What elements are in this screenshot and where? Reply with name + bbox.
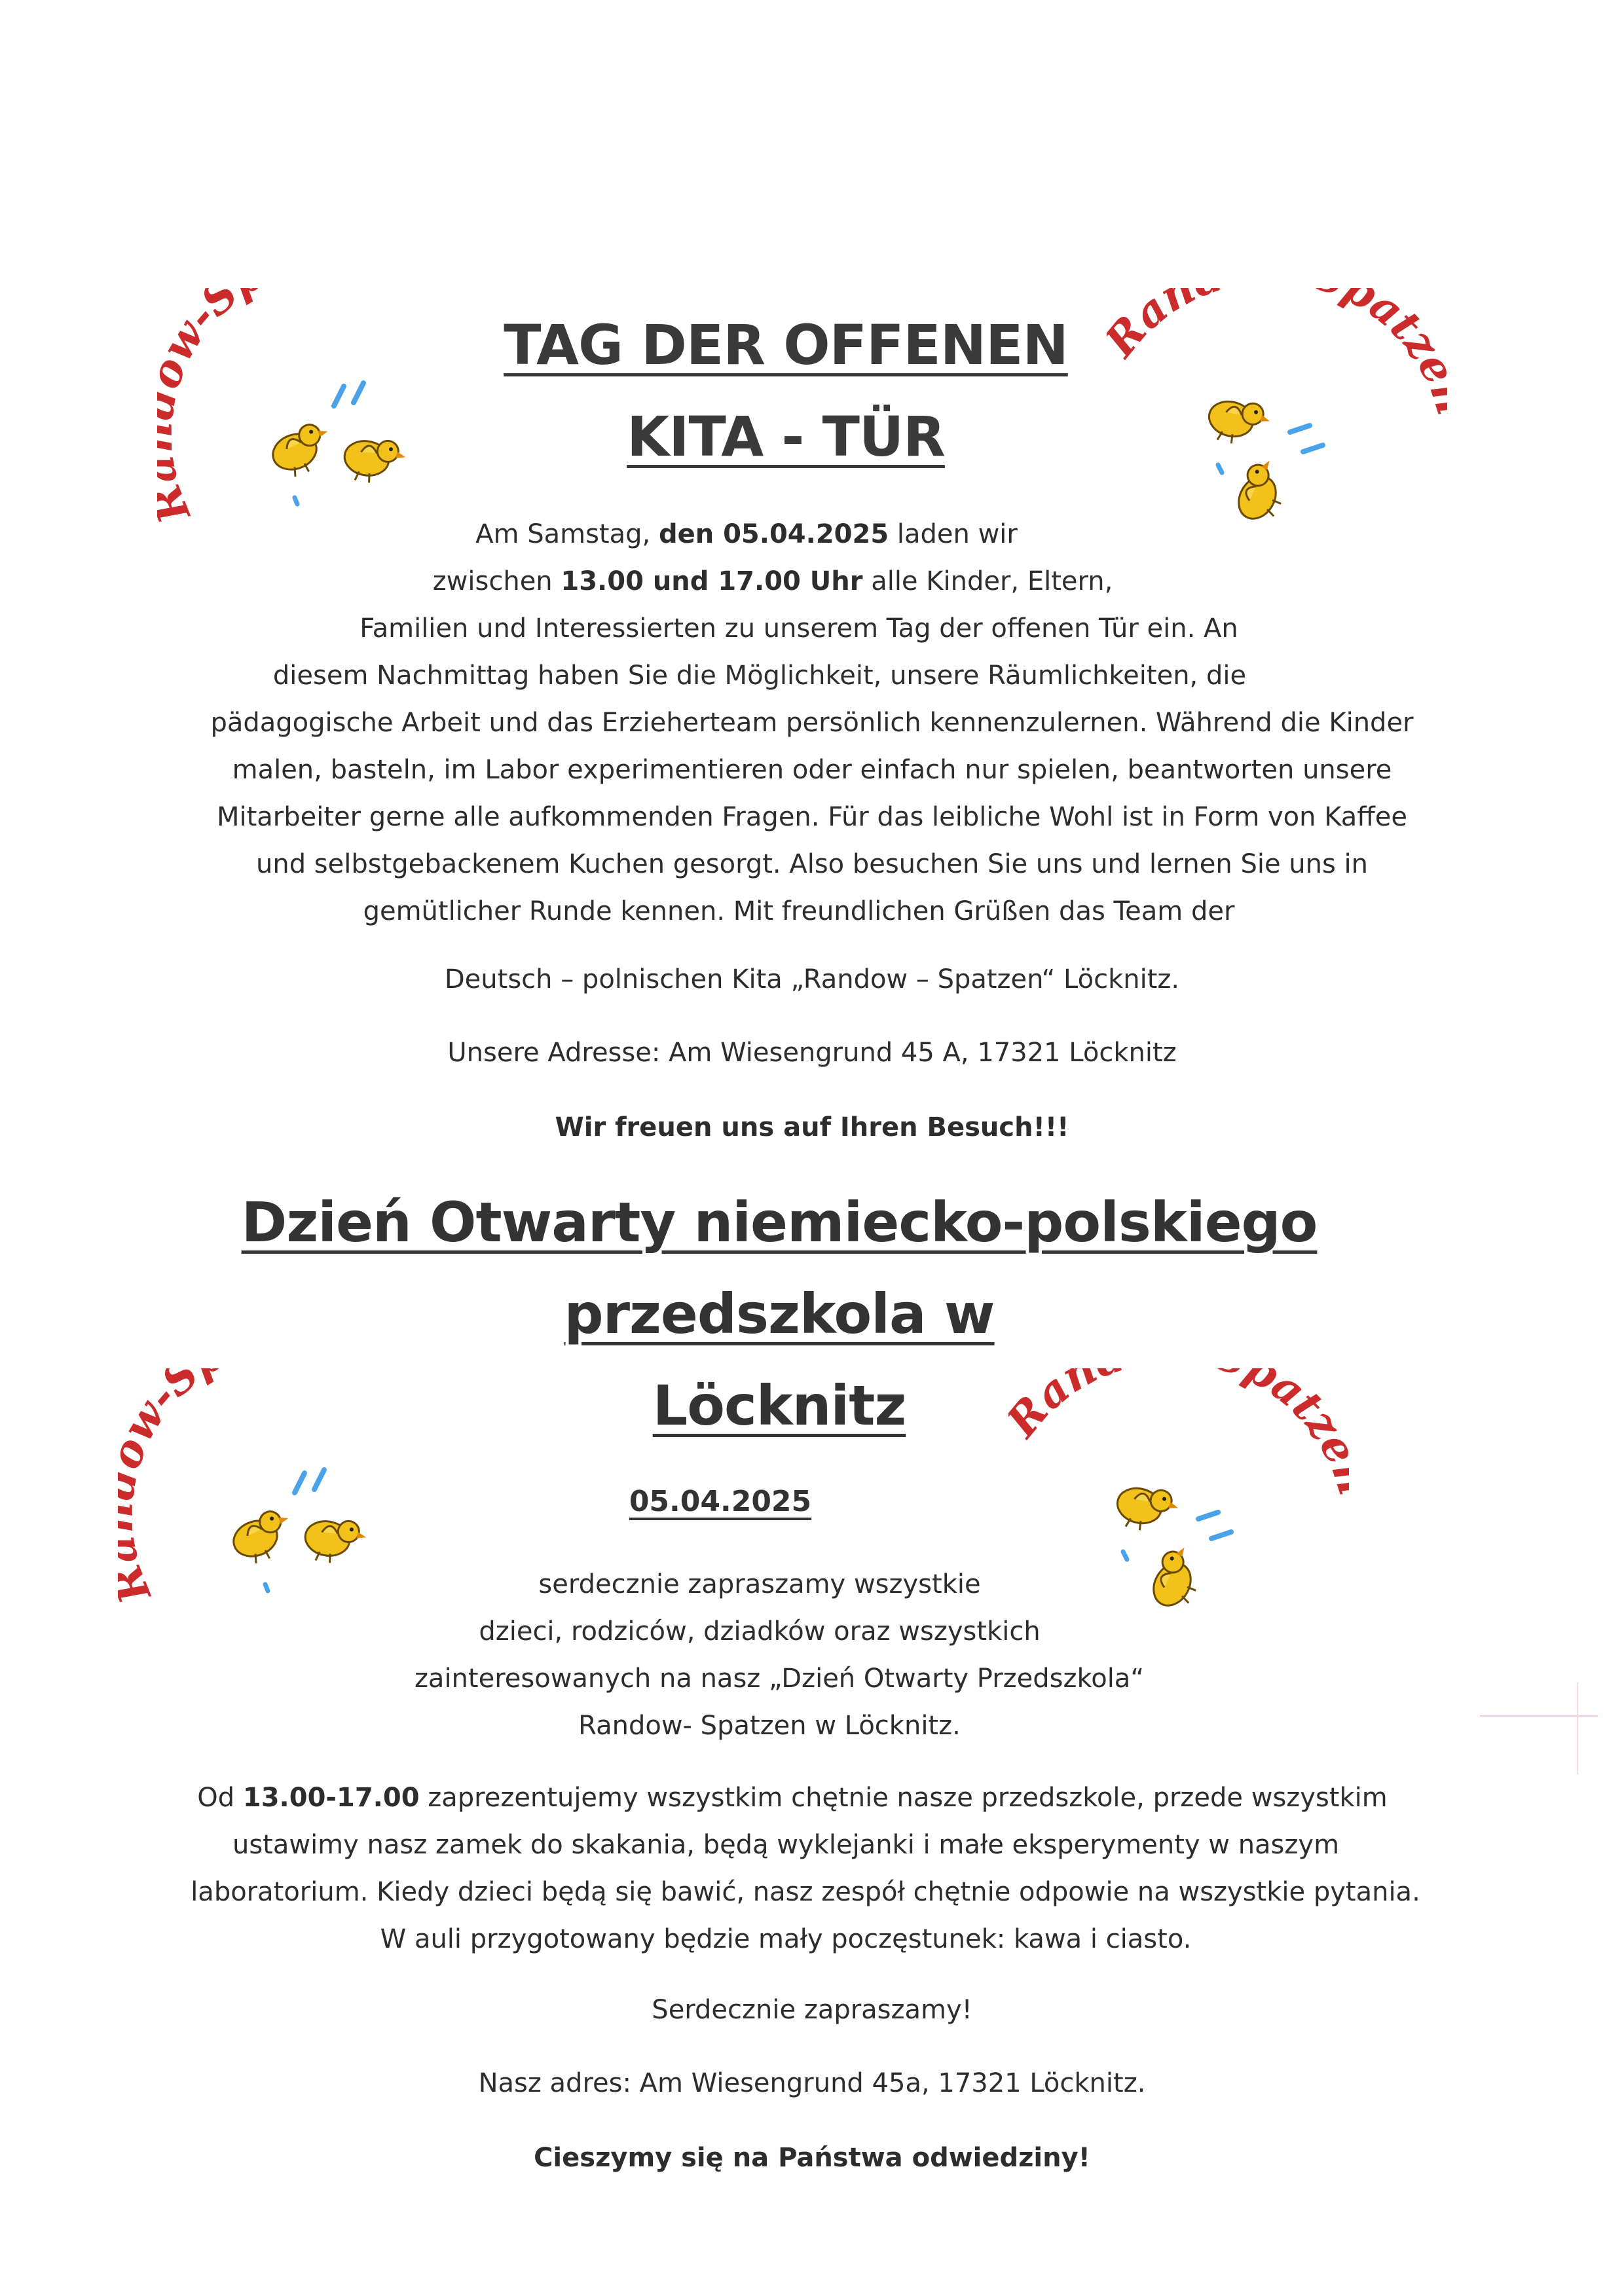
polish-line: laboratorium. Kiedy dzieci będą się bawić, nasz zespół chętnie odpowie na wszystkie pytania.: [191, 1877, 1420, 1907]
german-invitation-paragraph: [92, 511, 1532, 935]
polish-date: 05.04.2025: [629, 1485, 812, 1518]
german-title-line2: KITA - TÜR: [627, 405, 945, 469]
polish-title-line3: Löcknitz: [652, 1374, 906, 1438]
polish-paragraph: [92, 1774, 1532, 1963]
german-line: Mitarbeiter gerne alle aufkommenden Fragen. Für das leibliche Wohl ist in Form von Kaffee: [216, 802, 1408, 832]
german-closing: Wir freuen uns auf Ihren Besuch!!!: [555, 1112, 1069, 1142]
polish-intro-line: zainteresowanych na nasz „Dzień Otwarty Przedszkola“: [414, 1664, 1145, 1694]
german-address: Unsere Adresse: Am Wiesengrund 45 A, 17321 Löcknitz: [447, 1038, 1177, 1068]
logo-text: an patz: [1123, 288, 1447, 369]
german-title-line1: TAG DER OFFENEN: [504, 313, 1068, 377]
polish-intro-line: Randow- Spatzen w Löcknitz.: [578, 1711, 961, 1741]
polish-intro-line: dzieci, rodziców, dziadków oraz wszystkich: [479, 1616, 1041, 1647]
polish-intro: [354, 1561, 1205, 1749]
german-line: Am Samstag, den 05.04.2025 laden wir: [475, 519, 1018, 549]
polish-line: W auli przygotowany będzie mały poczęstunek: kawa i ciasto.: [380, 1924, 1192, 1954]
scan-mark-line: [1480, 1715, 1598, 1717]
polish-line: ustawimy nasz zamek do skakania, będą wyklejanki i małe eksperymenty w naszym: [232, 1830, 1340, 1860]
polish-address: Nasz adres: Am Wiesengrund 45a, 17321 Löcknitz.: [478, 2068, 1146, 2098]
scan-mark-line: [1577, 1683, 1578, 1774]
polish-invite: Serdecznie zapraszamy!: [652, 1995, 972, 2025]
german-line: und selbstgebackenem Kuchen gesorgt. Also besuchen Sie uns und lernen Sie uns in: [256, 849, 1368, 879]
german-date: den 05.04.2025: [658, 519, 889, 549]
polish-intro-line: serdecznie zapraszamy wszystkie: [538, 1569, 981, 1599]
logo-text: an patz: [1025, 1368, 1349, 1449]
polish-time: 13.00-17.00: [242, 1783, 420, 1813]
german-line: Familien und Interessierten zu unserem Tag der offenen Tür ein. An: [360, 613, 1238, 644]
german-line: diesem Nachmittag haben Sie die Möglichkeit, unsere Räumlichkeiten, die: [272, 661, 1247, 691]
german-line: malen, basteln, im Labor experimentieren oder einfach nur spielen, beantworten unsere: [232, 755, 1392, 785]
bird-icon: [227, 1506, 369, 1568]
german-line: pädagogische Arbeit und das Erzieherteam persönlich kennenzulernen. Während die Kinder: [210, 708, 1414, 738]
logo-text: w-S: [157, 288, 248, 370]
bird-icon: [1204, 393, 1297, 528]
german-line: gemütlicher Runde kennen. Mit freundlichen Grüßen das Team der: [363, 896, 1235, 926]
polish-date-wrap: [550, 1485, 891, 1518]
german-time: 13.00 und 17.00 Uhr: [561, 566, 863, 596]
bird-icon: [267, 419, 408, 488]
polish-line: Od 13.00-17.00 zaprezentujemy wszystkim chętnie nasze przedszkole, przede wszystkim: [197, 1783, 1388, 1813]
polish-closing: Cieszymy się na Państwa odwiedziny!: [534, 2143, 1090, 2173]
polish-title-line1: Dzień Otwarty niemiecko-polskiego: [241, 1190, 1318, 1254]
kita-name: Deutsch – polnischen Kita „Randow – Spatzen“ Löcknitz.: [444, 964, 1180, 994]
german-line: zwischen 13.00 und 17.00 Uhr alle Kinder, Eltern,: [432, 566, 1113, 596]
polish-title-line2: przedszkola w: [564, 1282, 995, 1346]
logo-text: w-S: [118, 1368, 209, 1450]
